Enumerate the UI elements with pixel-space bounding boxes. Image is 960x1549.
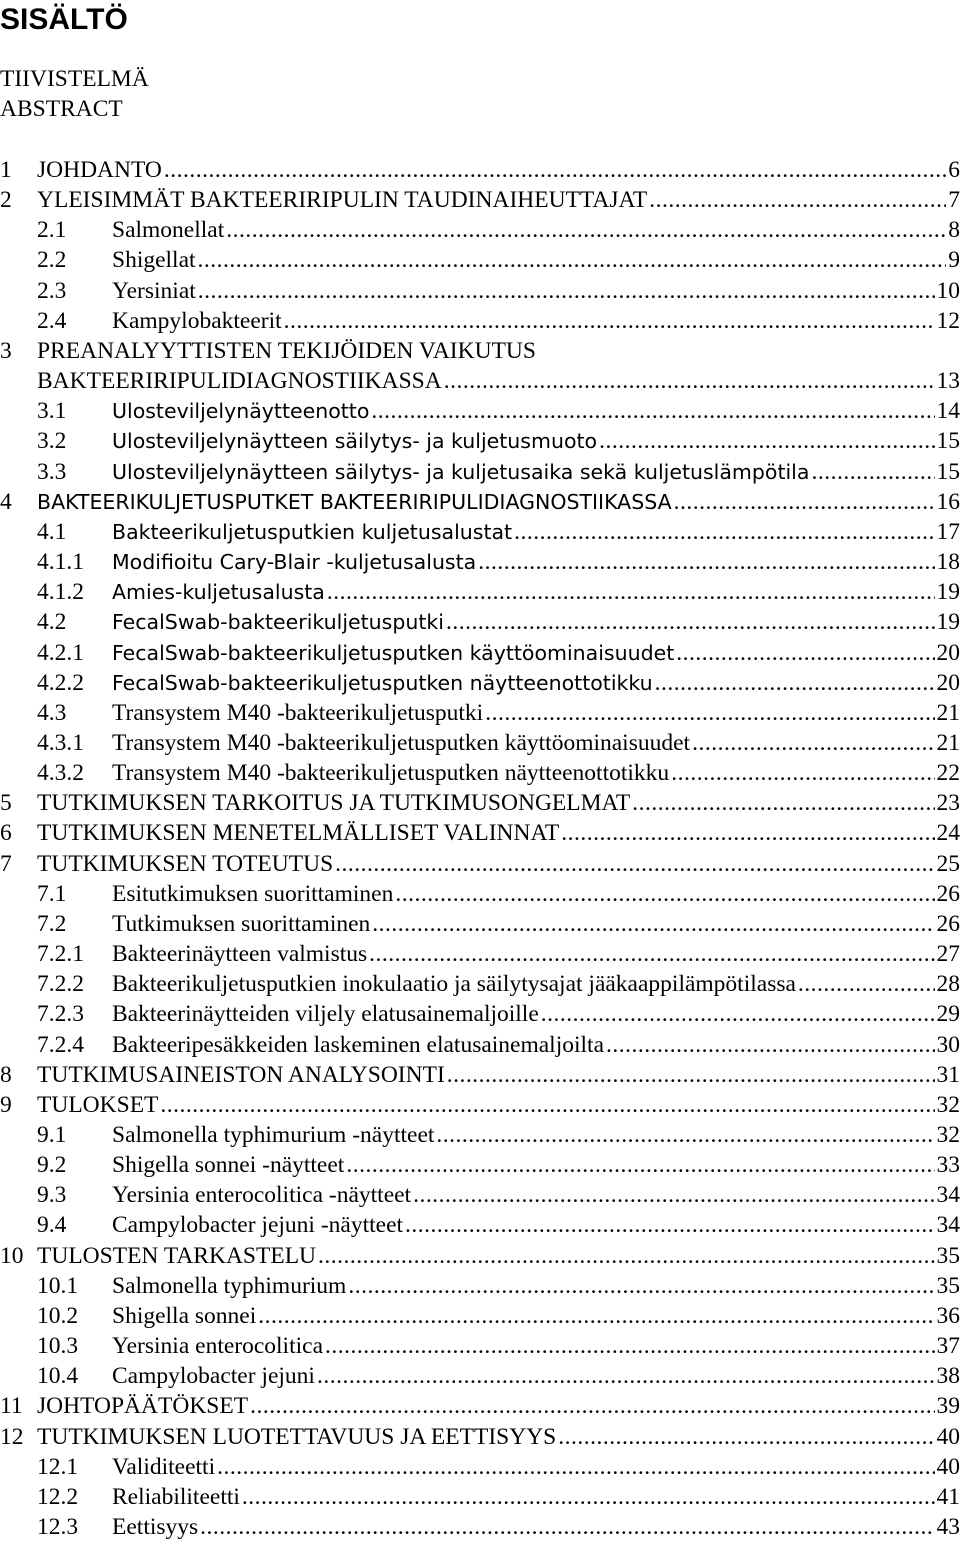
- toc-entry-number: 9.3: [37, 1182, 67, 1209]
- dot-leader: [539, 999, 935, 1029]
- toc-entry-page: 14: [936, 398, 960, 425]
- toc-entry-title: TUTKIMUKSEN LUOTETTAVUUS JA EETTISYYS: [37, 1423, 557, 1450]
- toc-entry-page: 19: [936, 609, 960, 636]
- toc-entry-number: 4.2.1: [37, 639, 84, 666]
- dot-leader: [393, 879, 934, 909]
- toc-entry[interactable]: [0, 1482, 960, 1512]
- toc-entry-title: YLEISIMMÄT BAKTEERIRIPULIN TAUDINAIHEUTTAJAT: [37, 187, 648, 214]
- toc-entry-page: 31: [936, 1061, 960, 1088]
- front-matter-tiivistelma: TIIVISTELMÄ: [0, 66, 149, 92]
- toc-entry-title: Salmonella typhimurium: [112, 1272, 347, 1299]
- toc-entry-page: 29: [936, 1001, 960, 1028]
- toc-entry[interactable]: [0, 1150, 960, 1180]
- toc-entry-page: 9: [948, 247, 960, 274]
- toc-entry-title: Amies-kuljetusalusta: [112, 580, 325, 605]
- toc-entry[interactable]: [0, 1361, 960, 1391]
- dot-leader: [476, 547, 934, 577]
- toc-entry-title: Reliabiliteetti: [112, 1483, 240, 1510]
- toc-entry[interactable]: [0, 1090, 960, 1120]
- toc-entry-page: 32: [936, 1122, 960, 1148]
- toc-entry-page: 6: [948, 157, 960, 183]
- table-of-contents: [0, 155, 960, 1542]
- toc-entry-page: 27: [936, 941, 960, 968]
- toc-entry[interactable]: [0, 396, 960, 426]
- dot-leader: [240, 1482, 935, 1512]
- toc-entry-number: 7.2: [37, 910, 67, 937]
- toc-entry[interactable]: [0, 607, 960, 637]
- toc-entry[interactable]: [0, 1120, 960, 1150]
- toc-entry-number: 7.1: [37, 880, 67, 907]
- dot-leader: [196, 276, 935, 306]
- toc-entry-page: 21: [936, 729, 960, 756]
- toc-entry[interactable]: [0, 487, 960, 517]
- toc-entry-page: 26: [936, 910, 960, 937]
- toc-entry-title: Bakteeripesäkkeiden laskeminen elatusainemaljoilta: [112, 1031, 605, 1058]
- toc-entry-page: 32: [936, 1091, 960, 1118]
- toc-entry-number: 4.2: [37, 609, 67, 636]
- toc-entry-number: 3.3: [37, 458, 67, 485]
- toc-entry-page: 13: [936, 368, 960, 395]
- toc-entry-title: FecalSwab-bakteerikuljetusputki: [112, 610, 444, 635]
- toc-entry-number: 7.2.2: [37, 971, 84, 998]
- toc-entry-title: Modifioitu Cary-Blair -kuljetusalusta: [112, 550, 477, 575]
- toc-entry[interactable]: [0, 336, 960, 396]
- toc-entry-title: Salmonella typhimurium -näytteet: [112, 1122, 435, 1148]
- dot-leader: [604, 1030, 934, 1060]
- toc-entry-title: Yersinia enterocolitica -näytteet: [112, 1182, 412, 1209]
- toc-entry-number: 4.1.2: [37, 579, 84, 606]
- toc-entry[interactable]: [0, 818, 960, 848]
- dot-leader: [282, 306, 935, 336]
- toc-entry[interactable]: [0, 1241, 960, 1271]
- toc-entry-number: 3: [0, 337, 12, 364]
- dot-leader: [370, 909, 934, 939]
- toc-entry-title: TULOSTEN TARKASTELU: [37, 1242, 317, 1269]
- dot-leader: [369, 396, 934, 426]
- toc-entry-title: Bakteerikuljetusputkien kuljetusalustat: [112, 519, 513, 544]
- toc-entry-number: 10.4: [37, 1363, 79, 1390]
- toc-entry-number: 4.1: [37, 518, 67, 545]
- toc-entry[interactable]: [0, 1180, 960, 1210]
- toc-entry-title: Transystem M40 -bakteerikuljetusputken käyttöominaisuudet: [112, 729, 691, 756]
- toc-entry-page: 20: [936, 669, 960, 696]
- toc-entry-page: 24: [936, 820, 960, 847]
- dot-leader: [196, 245, 947, 275]
- toc-entry[interactable]: [0, 1271, 960, 1301]
- toc-entry[interactable]: [0, 276, 960, 306]
- dot-leader: [434, 1120, 934, 1150]
- toc-entry[interactable]: [0, 517, 960, 547]
- toc-entry[interactable]: [0, 638, 960, 668]
- toc-entry[interactable]: [0, 969, 960, 999]
- toc-entry-number: 10.1: [37, 1272, 79, 1299]
- dot-leader: [809, 457, 934, 487]
- toc-entry-title: Ulosteviljelynäytteenotto: [112, 399, 370, 424]
- toc-entry-number: 12.2: [37, 1483, 79, 1510]
- page-title: SISÄLTÖ: [0, 3, 128, 36]
- toc-entry-page: 39: [936, 1393, 960, 1420]
- toc-entry-page: 25: [936, 850, 960, 877]
- toc-entry-page: 19: [936, 579, 960, 606]
- toc-entry-number: 8: [0, 1061, 12, 1088]
- toc-entry[interactable]: [0, 1391, 960, 1421]
- toc-entry-title: Campylobacter jejuni: [112, 1363, 315, 1390]
- toc-entry-number: 12.3: [37, 1514, 79, 1541]
- toc-entry-number: 10.3: [37, 1333, 79, 1360]
- toc-entry-title: Tutkimuksen suorittaminen: [112, 910, 371, 937]
- toc-entry-title: BAKTEERIRIPULIDIAGNOSTIIKASSA: [37, 368, 442, 395]
- toc-entry-title: TUTKIMUSAINEISTON ANALYSOINTI: [37, 1061, 445, 1088]
- dot-leader: [647, 185, 946, 215]
- toc-entry[interactable]: [0, 1030, 960, 1060]
- dot-leader: [653, 668, 935, 698]
- dot-leader: [325, 577, 935, 607]
- toc-entry-page: 15: [936, 428, 960, 455]
- toc-entry[interactable]: [0, 788, 960, 818]
- dot-leader: [445, 1060, 935, 1090]
- toc-entry-title: Shigellat: [112, 247, 196, 274]
- front-matter-abstract: ABSTRACT: [0, 96, 123, 122]
- toc-entry-page: 35: [936, 1242, 960, 1269]
- toc-entry[interactable]: [0, 245, 960, 275]
- toc-entry[interactable]: [0, 1331, 960, 1361]
- toc-entry-page: 30: [936, 1031, 960, 1058]
- dot-leader: [162, 155, 946, 185]
- toc-entry-title: Bakteerinäytteiden viljely elatusainemaljoille: [112, 1001, 539, 1028]
- dot-leader: [323, 1331, 934, 1361]
- toc-entry[interactable]: [0, 879, 960, 909]
- toc-entry-title-line1: PREANALYYTTISTEN TEKIJÖIDEN VAIKUTUS: [37, 337, 536, 364]
- toc-entry-title: FecalSwab-bakteerikuljetusputken käyttöominaisuudet: [112, 640, 675, 665]
- toc-entry-number: 10: [0, 1242, 24, 1269]
- toc-entry-title: Yersiniat: [112, 277, 196, 304]
- dot-leader: [674, 638, 934, 668]
- toc-entry[interactable]: [0, 999, 960, 1029]
- toc-entry-page: 40: [936, 1453, 960, 1480]
- dot-leader: [597, 426, 934, 456]
- toc-entry-title: FecalSwab-bakteerikuljetusputken näytteenottotikku: [112, 670, 653, 695]
- toc-entry-number: 3.2: [37, 428, 67, 455]
- toc-entry-title: Validiteetti: [112, 1453, 216, 1480]
- toc-entry-page: 21: [936, 699, 960, 726]
- dot-leader: [224, 215, 946, 245]
- toc-entry-number: 2.2: [37, 247, 67, 274]
- toc-entry-page: 34: [936, 1182, 960, 1209]
- toc-entry-page: 38: [936, 1363, 960, 1390]
- dot-leader: [367, 939, 934, 969]
- toc-entry-title: Ulosteviljelynäytteen säilytys- ja kuljetusaika sekä kuljetuslämpötila: [112, 459, 810, 484]
- toc-entry-title: Bakteerikuljetusputkien inokulaatio ja säilytysajat jääkaappilämpötilassa: [112, 971, 796, 998]
- toc-entry-page: 15: [936, 458, 960, 485]
- dot-leader: [556, 1422, 934, 1452]
- toc-entry[interactable]: [0, 577, 960, 607]
- toc-entry[interactable]: [0, 698, 960, 728]
- dot-leader: [248, 1391, 934, 1421]
- toc-entry-page: 12: [936, 307, 960, 334]
- dot-leader: [316, 1241, 934, 1271]
- toc-entry-title: Transystem M40 -bakteerikuljetusputki: [112, 699, 484, 726]
- toc-entry-page: 26: [936, 880, 960, 907]
- toc-entry-number: 2: [0, 187, 12, 214]
- toc-entry-number: 9.4: [37, 1212, 67, 1239]
- dot-leader: [483, 698, 934, 728]
- toc-entry-title: TUTKIMUKSEN TARKOITUS JA TUTKIMUSONGELMAT: [37, 790, 631, 817]
- toc-entry[interactable]: [0, 728, 960, 758]
- toc-entry-title: Ulosteviljelynäytteen säilytys- ja kuljetusmuoto: [112, 429, 598, 454]
- toc-entry-page: 10: [936, 277, 960, 304]
- toc-entry-number: 4.2.2: [37, 669, 84, 696]
- toc-entry[interactable]: [0, 758, 960, 788]
- dot-leader: [346, 1271, 934, 1301]
- toc-entry-title: Kampylobakteerit: [112, 307, 282, 334]
- toc-entry-number: 3.1: [37, 398, 67, 425]
- toc-entry[interactable]: [0, 457, 960, 487]
- dot-leader: [344, 1150, 934, 1180]
- toc-entry-page: 43: [936, 1514, 960, 1541]
- toc-entry-page: 37: [936, 1333, 960, 1360]
- dot-leader: [672, 487, 935, 517]
- toc-entry[interactable]: [0, 1422, 960, 1452]
- toc-entry-title: Shigella sonnei -näytteet: [112, 1152, 345, 1179]
- toc-entry-page: 28: [936, 971, 960, 998]
- dot-leader: [630, 788, 934, 818]
- toc-entry[interactable]: [0, 668, 960, 698]
- dot-leader: [215, 1452, 934, 1482]
- toc-entry-number: 4.3: [37, 699, 67, 726]
- toc-entry-page: 35: [936, 1272, 960, 1299]
- dot-leader: [690, 728, 934, 758]
- toc-entry-page: 16: [936, 488, 960, 515]
- toc-entry[interactable]: [0, 547, 960, 577]
- toc-entry-title: Esitutkimuksen suorittaminen: [112, 880, 394, 907]
- toc-entry-number: 7.2.4: [37, 1031, 84, 1058]
- toc-entry-title: Shigella sonnei: [112, 1302, 257, 1329]
- toc-entry-page: 17: [936, 518, 960, 545]
- toc-entry-number: 4.3.1: [37, 729, 84, 756]
- toc-entry-title: Campylobacter jejuni -näytteet: [112, 1212, 404, 1239]
- dot-leader: [315, 1361, 935, 1391]
- toc-entry-number: 6: [0, 820, 12, 847]
- toc-entry-title: TUTKIMUKSEN MENETELMÄLLISET VALINNAT: [37, 820, 560, 847]
- toc-entry-page: 36: [936, 1302, 960, 1329]
- toc-entry-title: TULOKSET: [37, 1091, 159, 1118]
- toc-entry[interactable]: [0, 909, 960, 939]
- toc-entry-number: 2.4: [37, 307, 67, 334]
- toc-entry-number: 9.1: [37, 1122, 67, 1148]
- toc-entry-number: 7.2.3: [37, 1001, 84, 1028]
- toc-entry[interactable]: [0, 1512, 960, 1542]
- toc-entry-title: Eettisyys: [112, 1514, 199, 1541]
- toc-entry-number: 4.3.2: [37, 760, 84, 787]
- toc-entry-number: 9.2: [37, 1152, 67, 1179]
- dot-leader: [403, 1210, 934, 1240]
- toc-entry-number: 2.1: [37, 217, 67, 244]
- toc-entry-title: JOHDANTO: [37, 157, 162, 183]
- toc-entry-title: Yersinia enterocolitica: [112, 1333, 324, 1360]
- toc-entry-number: 12: [0, 1423, 24, 1450]
- dot-leader: [444, 607, 935, 637]
- toc-entry[interactable]: [0, 426, 960, 456]
- toc-entry-number: 12.1: [37, 1453, 79, 1480]
- toc-entry-title: TUTKIMUKSEN TOTEUTUS: [37, 850, 334, 877]
- toc-entry-page: 20: [936, 639, 960, 666]
- toc-entry-title: Bakteerinäytteen valmistus: [112, 941, 368, 968]
- toc-entry-number: 9: [0, 1091, 12, 1118]
- toc-entry-page: 8: [948, 217, 960, 244]
- dot-leader: [256, 1301, 934, 1331]
- toc-entry[interactable]: [0, 849, 960, 879]
- toc-entry-number: 11: [0, 1393, 23, 1420]
- toc-entry-title: BAKTEERIKULJETUSPUTKET BAKTEERIRIPULIDIAGNOSTIIKASSA: [37, 489, 672, 514]
- dot-leader: [669, 758, 934, 788]
- toc-entry[interactable]: [0, 1301, 960, 1331]
- toc-entry-number: 4: [0, 488, 12, 515]
- toc-entry-page: 23: [936, 790, 960, 817]
- toc-entry-number: 4.1.1: [37, 549, 84, 576]
- toc-entry-number: 7: [0, 850, 12, 877]
- dot-leader: [442, 366, 935, 396]
- dot-leader: [559, 818, 934, 848]
- toc-entry-title: JOHTOPÄÄTÖKSET: [37, 1393, 249, 1420]
- toc-entry-number: 5: [0, 790, 12, 817]
- dot-leader: [796, 969, 935, 999]
- toc-entry-title: Salmonellat: [112, 217, 225, 244]
- toc-entry-page: 33: [936, 1152, 960, 1179]
- toc-entry[interactable]: [0, 1452, 960, 1482]
- dot-leader: [512, 517, 934, 547]
- toc-entry[interactable]: [0, 185, 960, 215]
- toc-entry-number: 1: [0, 157, 12, 183]
- toc-entry-page: 22: [936, 760, 960, 787]
- dot-leader: [198, 1512, 934, 1542]
- toc-entry-number: 2.3: [37, 277, 67, 304]
- toc-entry[interactable]: [0, 939, 960, 969]
- toc-entry[interactable]: [0, 155, 960, 185]
- dot-leader: [411, 1180, 934, 1210]
- toc-entry[interactable]: [0, 306, 960, 336]
- toc-entry[interactable]: [0, 215, 960, 245]
- toc-entry-number: 10.2: [37, 1302, 79, 1329]
- toc-entry-page: 18: [936, 549, 960, 576]
- toc-entry-page: 7: [948, 187, 960, 214]
- toc-entry-page: 41: [936, 1483, 960, 1510]
- toc-entry-page: 40: [936, 1423, 960, 1450]
- toc-entry-page: 34: [936, 1212, 960, 1239]
- toc-entry[interactable]: [0, 1210, 960, 1240]
- dot-leader: [158, 1090, 934, 1120]
- toc-entry-title: Transystem M40 -bakteerikuljetusputken näytteenottotikku: [112, 760, 670, 787]
- toc-entry[interactable]: [0, 1060, 960, 1090]
- dot-leader: [333, 849, 934, 879]
- toc-entry-number: 7.2.1: [37, 941, 84, 968]
